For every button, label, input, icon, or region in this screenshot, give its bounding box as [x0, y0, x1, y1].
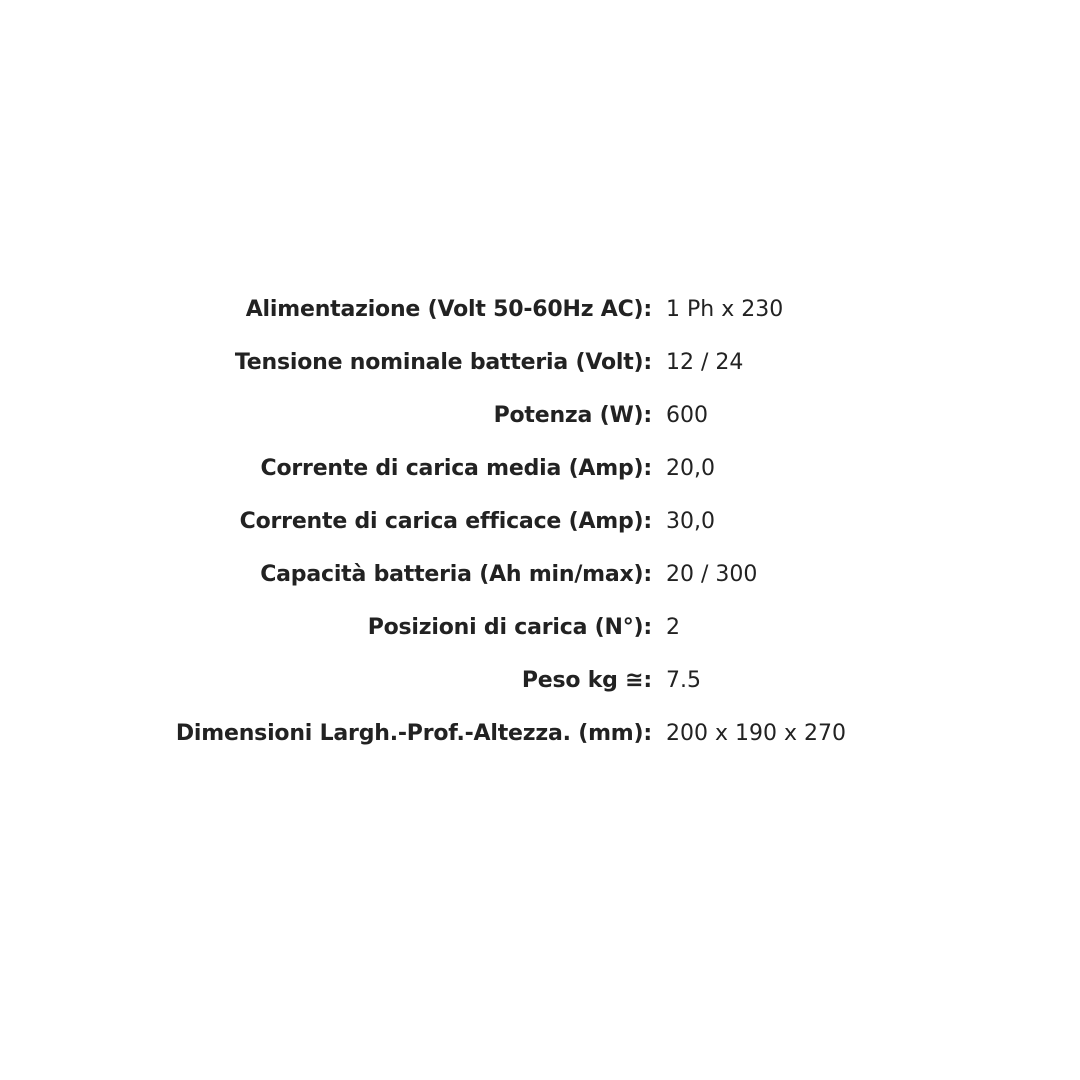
spec-row-tensione — [0, 346, 1080, 399]
spec-label: Peso kg ≅: — [521, 668, 652, 693]
spec-row-peso — [0, 664, 1080, 717]
spec-label: Alimentazione (Volt 50-60Hz AC): — [245, 297, 652, 322]
spec-row-posizioni — [0, 611, 1080, 664]
spec-label: Posizioni di carica (N°): — [367, 615, 652, 640]
spec-row-dimensioni — [0, 717, 1080, 779]
spec-value: 200 x 190 x 270 — [666, 721, 846, 746]
spec-label: Tensione nominale batteria (Volt): — [234, 350, 652, 375]
spec-label: Corrente di carica efficace (Amp): — [239, 509, 652, 534]
spec-row-corrente-efficace — [0, 505, 1080, 558]
spec-value: 1 Ph x 230 — [666, 297, 784, 322]
spec-value: 600 — [666, 403, 708, 428]
spec-table — [0, 293, 1080, 779]
spec-label: Capacità batteria (Ah min/max): — [260, 562, 652, 587]
spec-row-corrente-media — [0, 452, 1080, 505]
spec-label: Dimensioni Largh.-Prof.-Altezza. (mm): — [175, 721, 652, 746]
spec-row-capacita — [0, 558, 1080, 611]
spec-value: 12 / 24 — [666, 350, 744, 375]
spec-label: Corrente di carica media (Amp): — [260, 456, 652, 481]
spec-value: 7.5 — [666, 668, 701, 693]
spec-value: 20,0 — [666, 456, 715, 481]
spec-value: 2 — [666, 615, 680, 640]
spec-row-alimentazione — [0, 293, 1080, 346]
spec-row-potenza — [0, 399, 1080, 452]
spec-value: 20 / 300 — [666, 562, 758, 587]
spec-label: Potenza (W): — [493, 403, 652, 428]
spec-value: 30,0 — [666, 509, 715, 534]
